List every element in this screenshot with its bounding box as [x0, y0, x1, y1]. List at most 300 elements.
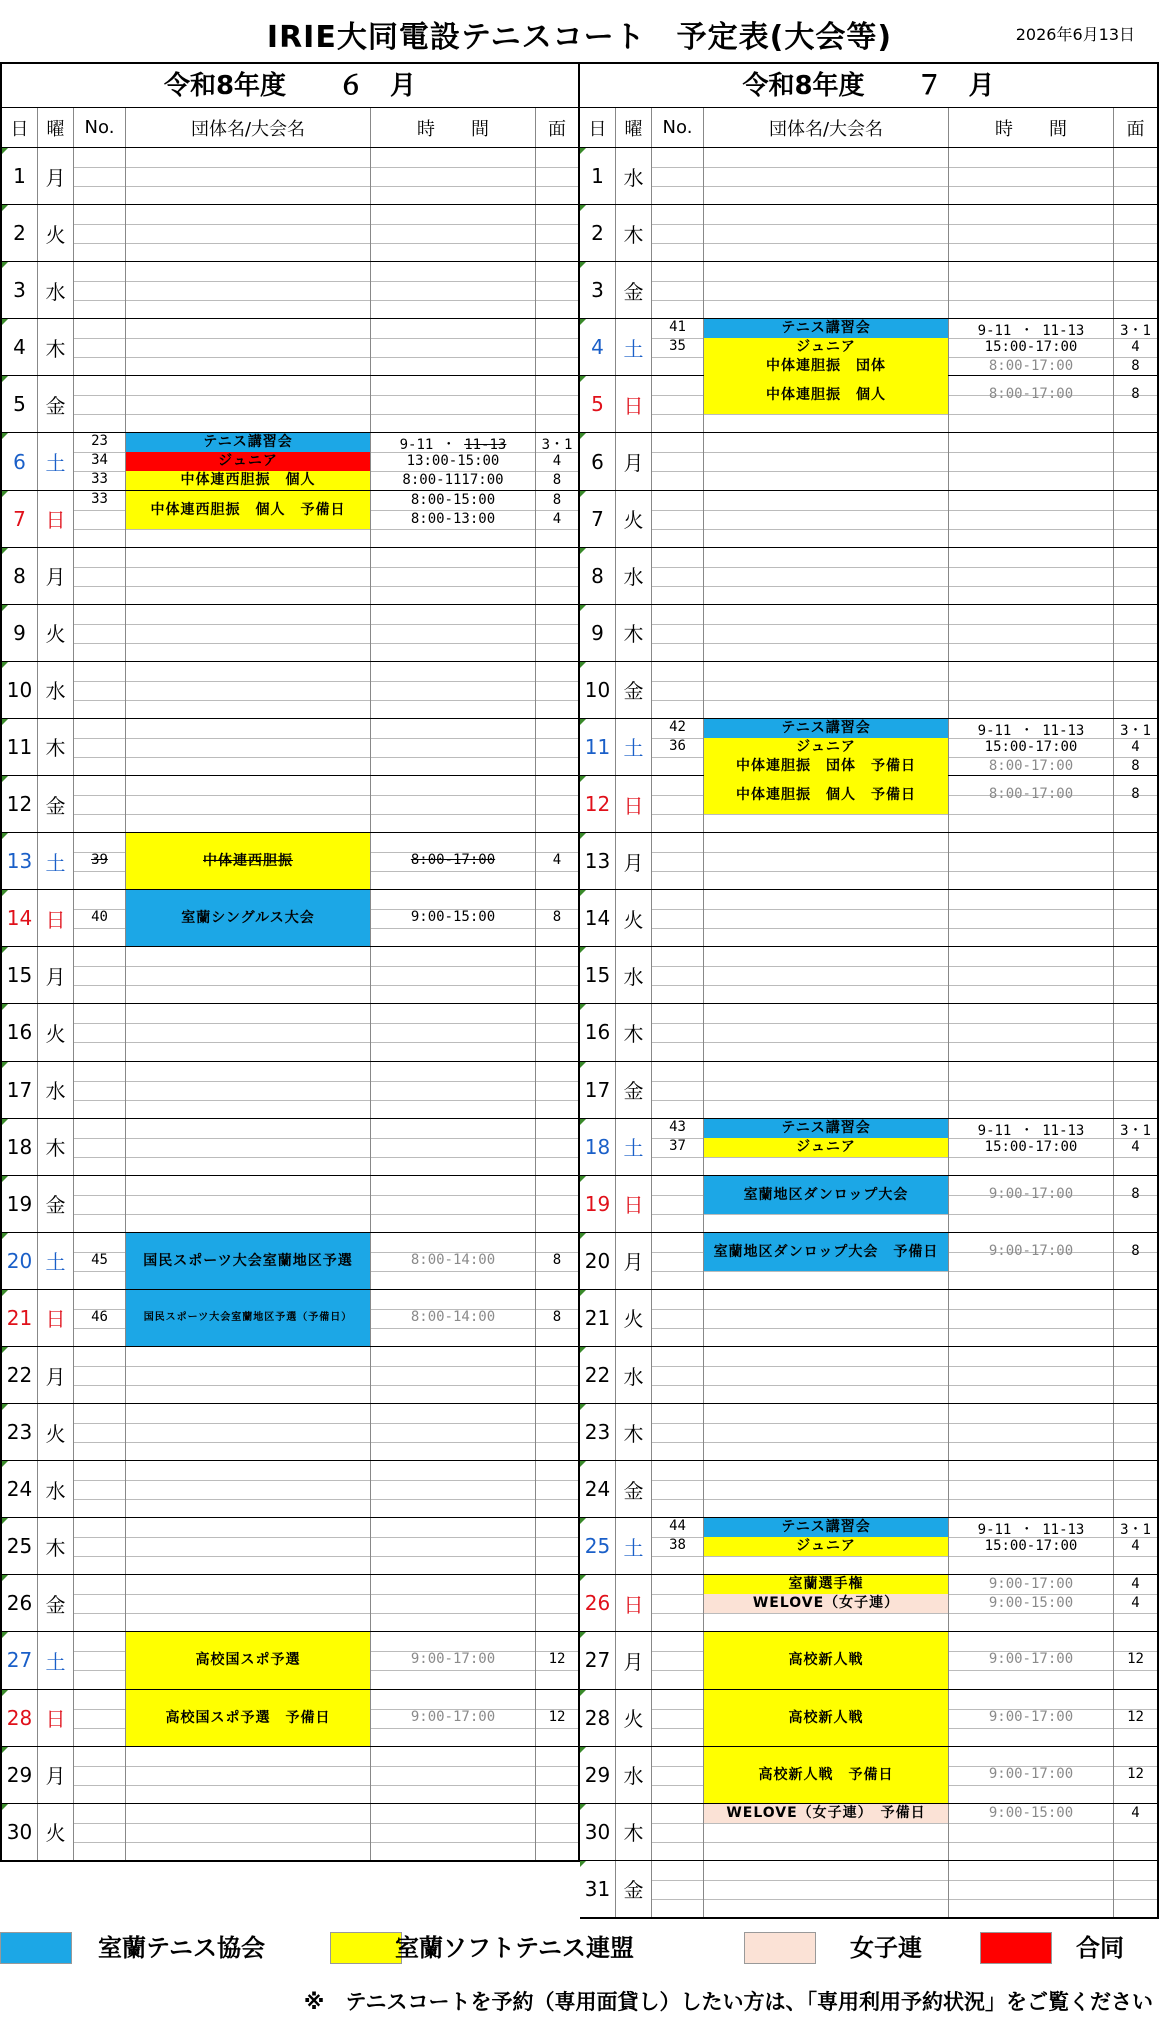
event-number: 42: [669, 718, 686, 735]
row-subdivider: [371, 1613, 535, 1614]
row-subdivider: [126, 624, 370, 625]
row-subdivider: [126, 300, 370, 301]
row-subdivider: [652, 909, 703, 910]
row-subdivider: [126, 414, 370, 415]
row-subdivider: [126, 966, 370, 967]
event-time: 9:00-17:00: [988, 1242, 1074, 1259]
row-subdivider: [536, 1328, 578, 1329]
time-cell: [371, 1804, 536, 1860]
weekday: 土: [616, 319, 652, 375]
row-subdivider: [536, 1480, 578, 1481]
event-number-cell: [74, 833, 126, 889]
row-subdivider: [536, 1042, 578, 1043]
header-no: No.: [74, 108, 126, 147]
row-subdivider: [126, 586, 370, 587]
row-subdivider: [74, 1594, 125, 1595]
row-subdivider: [536, 1670, 578, 1671]
row-subdivider: [126, 395, 370, 396]
row-subdivider: [1114, 586, 1157, 587]
row-subdivider: [536, 1385, 578, 1386]
row-subdivider: [74, 966, 125, 967]
row-subdivider: [74, 700, 125, 701]
time-cell: [371, 548, 536, 604]
time-cell: [949, 1632, 1114, 1688]
group-name-cell: [126, 1062, 371, 1118]
row-subdivider: [652, 1785, 703, 1786]
weekday: 日: [38, 1290, 74, 1346]
time-cell: [371, 1233, 536, 1289]
table-row: [580, 833, 1157, 890]
header-time: 時 間: [371, 108, 536, 147]
time-cell: [949, 1119, 1114, 1175]
row-subdivider: [126, 795, 370, 796]
row-subdivider: [74, 1480, 125, 1481]
courts-cell: [1114, 1062, 1157, 1118]
group-name-cell: [704, 662, 949, 718]
row-subdivider: [536, 681, 578, 682]
event-time: 8:00-17:00: [988, 786, 1074, 803]
table-row: [580, 1461, 1157, 1518]
event-number-cell: [652, 947, 704, 1003]
table-row: [2, 605, 578, 662]
row-subdivider: [652, 681, 703, 682]
row-subdivider: [536, 1556, 578, 1557]
row-subdivider: [74, 1385, 125, 1386]
courts-cell: [536, 1461, 578, 1517]
row-subdivider: [652, 795, 703, 796]
table-row: [2, 719, 578, 776]
row-subdivider: [1114, 700, 1157, 701]
row-subdivider: [74, 1023, 125, 1024]
event-number-cell: [652, 1290, 704, 1346]
time-cell: [371, 1575, 536, 1631]
row-subdivider: [949, 1480, 1113, 1481]
row-subdivider: [704, 1899, 948, 1900]
row-subdivider: [949, 452, 1113, 453]
weekday: 月: [38, 1347, 74, 1403]
event-time: 9:00-17:00: [988, 1576, 1074, 1593]
row-subdivider: [536, 1442, 578, 1443]
group-name-cell: [704, 1290, 949, 1346]
weekday: 金: [38, 776, 74, 832]
row-subdivider: [652, 586, 703, 587]
row-subdivider: [371, 1670, 535, 1671]
row-subdivider: [536, 300, 578, 301]
row-subdivider: [371, 1594, 535, 1595]
table-row: [580, 1062, 1157, 1119]
row-subdivider: [704, 643, 948, 644]
event-number-cell: [652, 605, 704, 661]
event-number-cell: [74, 719, 126, 775]
event-time: 9:00-15:00: [410, 909, 496, 926]
row-subdivider: [1114, 510, 1157, 511]
courts-cell: [536, 1518, 578, 1574]
group-name-cell: [704, 1632, 949, 1688]
row-subdivider: [536, 1157, 578, 1158]
row-subdivider: [652, 985, 703, 986]
row-subdivider: [126, 1366, 370, 1367]
group-name-cell: [126, 205, 371, 261]
courts-cell: [1114, 1861, 1157, 1917]
row-subdivider: [371, 1556, 535, 1557]
event-courts: 8: [552, 909, 562, 926]
row-subdivider: [652, 1651, 703, 1652]
table-row: [580, 1804, 1157, 1861]
event-courts: 4: [1131, 1138, 1140, 1155]
row-subdivider: [704, 1613, 948, 1614]
day-number: 14: [2, 890, 38, 946]
time-cell: [371, 719, 536, 775]
weekday: 月: [616, 1632, 652, 1688]
courts-cell: [536, 662, 578, 718]
event-number-cell: [74, 1632, 126, 1688]
row-subdivider: [371, 1195, 535, 1196]
courts-cell: [1114, 605, 1157, 661]
courts-cell: [536, 1062, 578, 1118]
event-courts: 8: [552, 1308, 562, 1325]
row-subdivider: [536, 624, 578, 625]
courts-cell: [1114, 1632, 1157, 1688]
row-subdivider: [652, 281, 703, 282]
row-subdivider: [126, 1442, 370, 1443]
weekday: 土: [616, 1119, 652, 1175]
row-subdivider: [1114, 985, 1157, 986]
event-courts: 8: [1131, 786, 1140, 803]
row-subdivider: [704, 814, 948, 815]
event-name: 室蘭地区ダンロップ大会 予備日: [704, 1233, 948, 1271]
month-july: [580, 62, 1159, 1919]
row-subdivider: [704, 1100, 948, 1101]
row-subdivider: [1114, 300, 1157, 301]
row-subdivider: [74, 985, 125, 986]
weekday: 日: [616, 1176, 652, 1232]
row-subdivider: [74, 1613, 125, 1614]
row-subdivider: [371, 795, 535, 796]
table-row: [580, 433, 1157, 490]
event-number-cell: [74, 376, 126, 432]
day-number: 25: [2, 1518, 38, 1574]
row-subdivider: [949, 928, 1113, 929]
row-subdivider: [652, 757, 703, 758]
row-subdivider: [536, 814, 578, 815]
footer-note: ※ テニスコートを予約（専用面貸し）したい方は、「専用利用予約状況」をご覧ください: [303, 1990, 1153, 2014]
row-subdivider: [704, 1157, 948, 1158]
day-number: 7: [2, 491, 38, 547]
courts-cell: [1114, 1119, 1157, 1175]
row-subdivider: [371, 167, 535, 168]
event-name: 中体連胆振 団体 予備日: [704, 757, 948, 776]
row-subdivider: [652, 471, 703, 472]
day-number: 13: [2, 833, 38, 889]
time-cell: [371, 1747, 536, 1803]
row-subdivider: [371, 1271, 535, 1272]
courts-cell: [536, 1004, 578, 1060]
day-number: 6: [2, 433, 38, 489]
row-subdivider: [126, 1423, 370, 1424]
header-group: 団体名/大会名: [704, 108, 949, 147]
courts-cell: [536, 319, 578, 375]
row-subdivider: [536, 414, 578, 415]
event-time: 8:00-17:00: [988, 358, 1074, 375]
row-subdivider: [536, 1081, 578, 1082]
row-subdivider: [126, 357, 370, 358]
row-subdivider: [371, 700, 535, 701]
row-subdivider: [74, 643, 125, 644]
row-subdivider: [74, 1766, 125, 1767]
group-name-cell: [126, 1290, 371, 1346]
row-subdivider: [371, 738, 535, 739]
weekday: 水: [38, 1461, 74, 1517]
event-name: 中体連胆振 団体: [704, 357, 948, 376]
event-number-cell: [652, 1690, 704, 1746]
row-subdivider: [126, 243, 370, 244]
event-courts: 3・1: [1120, 722, 1151, 739]
event-number-cell: [652, 1004, 704, 1060]
event-courts: 3・1: [541, 437, 573, 454]
time-cell: [371, 1690, 536, 1746]
row-subdivider: [949, 167, 1113, 168]
weekday: 水: [38, 662, 74, 718]
group-name-cell: [126, 719, 371, 775]
event-courts: 8: [552, 491, 562, 508]
row-subdivider: [704, 1385, 948, 1386]
time-cell: [371, 376, 536, 432]
table-row: [2, 491, 578, 548]
day-number: 3: [2, 262, 38, 318]
row-subdivider: [704, 224, 948, 225]
table-row: [2, 1690, 578, 1747]
row-subdivider: [74, 1537, 125, 1538]
day-number: 20: [580, 1233, 616, 1289]
row-subdivider: [652, 928, 703, 929]
table-row: [2, 1575, 578, 1632]
row-subdivider: [949, 186, 1113, 187]
courts-cell: [536, 491, 578, 547]
row-subdivider: [652, 300, 703, 301]
row-subdivider: [704, 1499, 948, 1500]
day-number: 14: [580, 890, 616, 946]
day-number: 18: [580, 1119, 616, 1175]
weekday: 木: [38, 1518, 74, 1574]
time-cell: [949, 947, 1114, 1003]
row-subdivider: [371, 567, 535, 568]
group-name-cell: [126, 1632, 371, 1688]
row-subdivider: [74, 1081, 125, 1082]
event-number-cell: [652, 1804, 704, 1860]
time-cell: [371, 148, 536, 204]
courts-cell: [536, 1632, 578, 1688]
courts-cell: [1114, 376, 1157, 432]
row-subdivider: [536, 1499, 578, 1500]
group-name-cell: [704, 262, 949, 318]
group-name-cell: [126, 548, 371, 604]
row-subdivider: [1114, 1366, 1157, 1367]
table-row: [580, 947, 1157, 1004]
table-row: [2, 262, 578, 319]
courts-cell: [1114, 491, 1157, 547]
courts-cell: [1114, 1518, 1157, 1574]
table-row: [2, 1347, 578, 1404]
row-subdivider: [704, 1442, 948, 1443]
time-cell: [371, 1119, 536, 1175]
row-subdivider: [704, 1480, 948, 1481]
weekday: 木: [38, 319, 74, 375]
event-courts: 8: [1131, 1185, 1140, 1202]
row-subdivider: [371, 985, 535, 986]
row-subdivider: [652, 1709, 703, 1710]
event-number-cell: [74, 1176, 126, 1232]
row-subdivider: [371, 1138, 535, 1139]
event-name: 国民スポーツ大会室蘭地区予選: [126, 1233, 370, 1289]
row-subdivider: [652, 167, 703, 168]
row-subdivider: [704, 281, 948, 282]
row-subdivider: [371, 1766, 535, 1767]
row-subdivider: [1114, 966, 1157, 967]
group-name-cell: [126, 833, 371, 889]
row-subdivider: [652, 1823, 703, 1824]
row-subdivider: [126, 186, 370, 187]
courts-cell: [1114, 1461, 1157, 1517]
row-subdivider: [1114, 1442, 1157, 1443]
row-subdivider: [371, 1023, 535, 1024]
row-subdivider: [536, 1785, 578, 1786]
group-name-cell: [704, 1575, 949, 1631]
event-number-cell: [74, 491, 126, 547]
table-row: [2, 662, 578, 719]
weekday: 火: [616, 1290, 652, 1346]
group-name-cell: [126, 1461, 371, 1517]
day-number: 29: [2, 1747, 38, 1803]
row-subdivider: [949, 281, 1113, 282]
row-subdivider: [704, 1042, 948, 1043]
day-number: 2: [580, 205, 616, 261]
row-subdivider: [949, 1842, 1113, 1843]
event-number-cell: [74, 1461, 126, 1517]
courts-cell: [1114, 1575, 1157, 1631]
time-cell: [949, 1233, 1114, 1289]
weekday: 月: [38, 1747, 74, 1803]
row-subdivider: [949, 643, 1113, 644]
time-cell: [371, 1347, 536, 1403]
row-subdivider: [371, 757, 535, 758]
weekday: 金: [616, 662, 652, 718]
weekday: 木: [38, 719, 74, 775]
time-cell: [371, 833, 536, 889]
group-name-cell: [126, 376, 371, 432]
time-cell: [371, 1404, 536, 1460]
row-subdivider: [536, 1023, 578, 1024]
courts-cell: [536, 605, 578, 661]
legend-swatch-soft-tennis: [330, 1932, 402, 1964]
row-subdivider: [949, 1556, 1113, 1557]
row-subdivider: [74, 1271, 125, 1272]
time-cell: [949, 1804, 1114, 1860]
weekday: 火: [38, 1804, 74, 1860]
event-time: 9-11 ・ 11-13: [977, 1122, 1085, 1139]
row-subdivider: [949, 1309, 1113, 1310]
row-subdivider: [652, 871, 703, 872]
row-subdivider: [1114, 414, 1157, 415]
table-row: [2, 1233, 578, 1290]
row-subdivider: [652, 243, 703, 244]
row-subdivider: [949, 700, 1113, 701]
event-number-cell: [652, 1747, 704, 1803]
time-cell: [371, 491, 536, 547]
row-subdivider: [704, 700, 948, 701]
group-name-cell: [704, 605, 949, 661]
row-subdivider: [74, 624, 125, 625]
row-subdivider: [126, 1842, 370, 1843]
event-number-cell: [652, 491, 704, 547]
time-cell: [371, 1062, 536, 1118]
legend-label: 室蘭ソフトテニス連盟: [395, 1934, 635, 1962]
row-subdivider: [652, 624, 703, 625]
weekday: 日: [616, 376, 652, 432]
row-subdivider: [371, 1728, 535, 1729]
event-number-cell: [74, 1804, 126, 1860]
day-number: 17: [580, 1062, 616, 1118]
table-row: [580, 1176, 1157, 1233]
table-row: [580, 1404, 1157, 1461]
time-cell: [949, 719, 1114, 775]
row-subdivider: [371, 1328, 535, 1329]
event-number-cell: [652, 1347, 704, 1403]
weekday: 月: [38, 148, 74, 204]
row-subdivider: [371, 1423, 535, 1424]
event-number-cell: [74, 262, 126, 318]
day-number: 24: [580, 1461, 616, 1517]
row-subdivider: [949, 1366, 1113, 1367]
group-name-cell: [126, 890, 371, 946]
time-cell: [949, 1690, 1114, 1746]
row-subdivider: [704, 1309, 948, 1310]
day-number: 20: [2, 1233, 38, 1289]
event-name: ジュニア: [704, 338, 948, 357]
row-subdivider: [126, 1385, 370, 1386]
table-row: [2, 148, 578, 205]
row-subdivider: [652, 1556, 703, 1557]
row-subdivider: [74, 1823, 125, 1824]
row-subdivider: [704, 681, 948, 682]
row-subdivider: [126, 700, 370, 701]
row-subdivider: [536, 357, 578, 358]
row-subdivider: [652, 529, 703, 530]
event-name: 高校新人戦 予備日: [704, 1747, 948, 1803]
table-row: [2, 205, 578, 262]
event-number-cell: [74, 1062, 126, 1118]
row-subdivider: [74, 795, 125, 796]
row-subdivider: [1114, 1271, 1157, 1272]
event-number-cell: [74, 1347, 126, 1403]
row-subdivider: [949, 471, 1113, 472]
row-subdivider: [74, 1499, 125, 1500]
row-subdivider: [371, 1157, 535, 1158]
time-cell: [949, 605, 1114, 661]
row-subdivider: [652, 395, 703, 396]
row-subdivider: [949, 985, 1113, 986]
row-subdivider: [126, 529, 370, 530]
event-name: 高校国スポ予選 予備日: [126, 1690, 370, 1746]
header-time: 時 間: [949, 108, 1114, 147]
table-row: [580, 1290, 1157, 1347]
row-subdivider: [949, 1023, 1113, 1024]
weekday: 月: [38, 947, 74, 1003]
event-number: 36: [669, 737, 686, 754]
row-subdivider: [536, 338, 578, 339]
day-number: 26: [2, 1575, 38, 1631]
courts-cell: [536, 947, 578, 1003]
table-row: [2, 376, 578, 433]
